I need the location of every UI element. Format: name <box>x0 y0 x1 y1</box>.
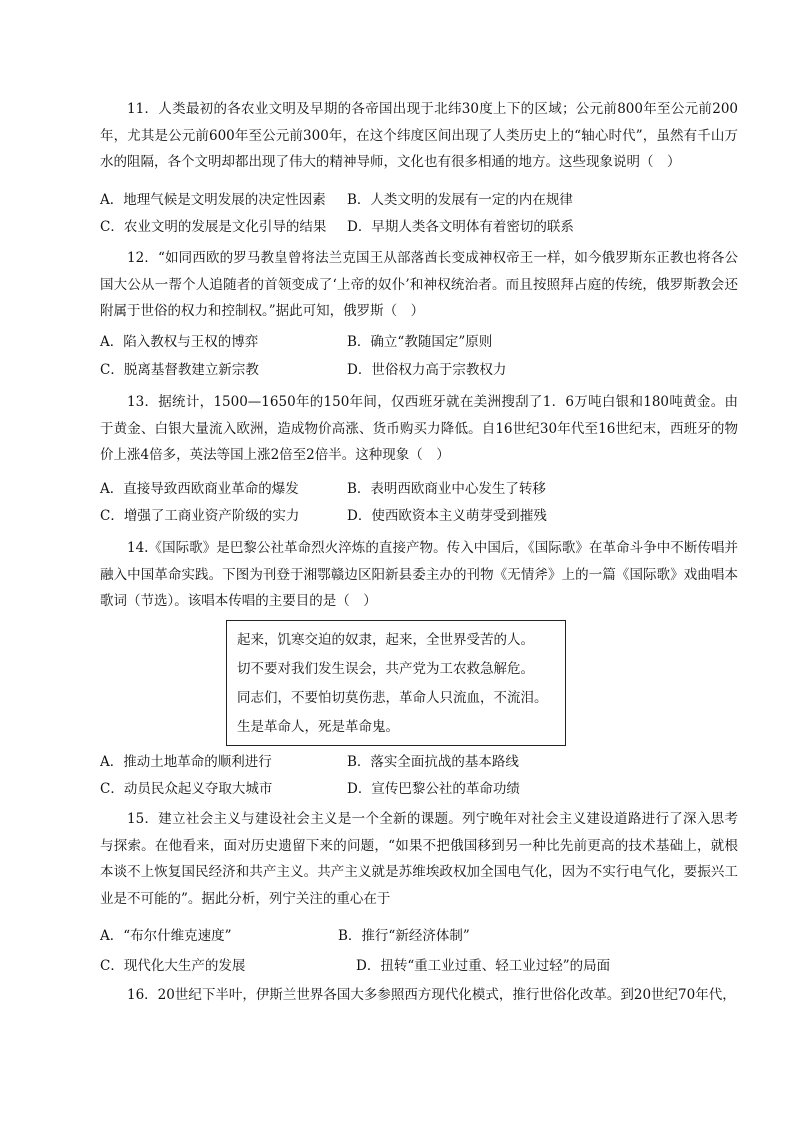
question-14-option-c: C．动员民众起义夺取大城市 <box>100 781 273 797</box>
question-11-stem: 11．人类最初的各农业文明及早期的各帝国出现于北纬30度上下的区域；公元前800年至公元前200年，尤其是公元前600年至公元前300年，在这个纬度区间出现了人类历史上的“轴心时代”，虽然有千山万水的阻隔，各个文明却都出现了伟大的精神导师，文化也有很多相通的地方。这些现象说明（ ） <box>100 101 738 170</box>
question-14-option-a: A．推动土地革命的顺利进行 <box>100 754 272 770</box>
question-12-option-a: A．陷入教权与王权的博弈 <box>100 334 259 350</box>
question-14-stem: 14.《国际歌》是巴黎公社革命烈火淬炼的直接产物。传入中国后，《国际歌》在革命斗争中不断传唱并融入中国革命实践。下图为刊登于湘鄂赣边区阳新县委主办的刊物《无情斧》上的一篇《国际歌》戏曲唱本歌词（节选）。该唱本传唱的主要目的是（ ） <box>100 540 738 609</box>
question-11-option-a: A．地理气候是文明发展的决定性因素 <box>100 192 326 208</box>
lyrics-quote-box <box>226 620 566 746</box>
lyrics-line: 同志们，不要怕切莫伤悲，革命人只流血，不流泪。 <box>237 690 548 706</box>
question-13-option-b: B．表明西欧商业中心发生了转移 <box>347 481 546 497</box>
question-15-option-b: B．推行“新经济体制” <box>338 928 470 944</box>
question-11-option-b: B．人类文明的发展有一定的内在规律 <box>347 192 573 208</box>
question-11-option-c: C．农业文明的发展是文化引导的结果 <box>100 219 327 235</box>
question-12-option-d: D．世俗权力高于宗教权力 <box>347 362 507 378</box>
question-12-option-b: B．确立“教随国定”原则 <box>347 334 493 350</box>
question-16-stem: 16．20世纪下半叶，伊斯兰世界各国大多参照西方现代化模式，推行世俗化改革。到20世纪70年代， <box>127 987 736 1003</box>
question-14-option-d: D．宣传巴黎公社的革命功绩 <box>347 781 520 797</box>
question-13-option-d: D．使西欧资本主义萌芽受到摧残 <box>347 508 547 524</box>
lyrics-line: 切不要对我们发生误会，共产党为工农救急解危。 <box>237 661 534 677</box>
question-15-option-a: A．“布尔什维克速度” <box>100 928 232 944</box>
lyrics-line: 起来，饥寒交迫的奴隶，起来，全世界受苦的人。 <box>237 632 534 648</box>
question-12-stem: 12．“如同西欧的罗马教皇曾将法兰克国王从部落酋长变成神权帝王一样，如今俄罗斯东正教也将各公国大公从一帮个人追随者的首领变成了‘上帝的奴仆’和神权统治者。而且按照拜占庭的传统，俄罗斯教会还附属于世俗的权力和控制权。”据此可知，俄罗斯（ ） <box>100 250 738 319</box>
question-15-stem: 15．建立社会主义与建设社会主义是一个全新的课题。列宁晚年对社会主义建设道路进行了深入思考与探索。在他看来，面对历史遗留下来的问题，“如果不把俄国移到另一种比先前更高的技术基础上，就根本谈不上恢复国民经济和共产主义。共产主义就是苏维埃政权加全国电气化，因为不实行电气化，要振兴工业是不可能的”。据此分析，列宁关注的重心在于 <box>100 811 738 907</box>
question-15-option-d: D．扭转“重工业过重、轻工业过轻”的局面 <box>356 958 611 974</box>
question-13-option-a: A．直接导致西欧商业革命的爆发 <box>100 481 299 497</box>
question-11-option-d: D．早期人类各文明体有着密切的联系 <box>347 219 574 235</box>
question-14-option-b: B．落实全面抗战的基本路线 <box>347 754 519 770</box>
question-13-stem: 13．据统计，1500—1650年的150年间，仅西班牙就在美洲搜刮了1．6万吨白银和180吨黄金。由于黄金、白银大量流入欧洲，造成物价高涨、货币购买力降低。自16世纪30年代至16世纪末，西班牙的物价上涨4倍多，英法等国上涨2倍至2倍半。这种现象（ ） <box>100 394 738 463</box>
question-12-option-c: C．脱离基督教建立新宗教 <box>100 362 259 378</box>
question-15-option-c: C．现代化大生产的发展 <box>100 958 246 974</box>
question-13-option-c: C．增强了工商业资产阶级的实力 <box>100 508 300 524</box>
lyrics-line: 生是革命人，死是革命鬼。 <box>237 719 399 735</box>
